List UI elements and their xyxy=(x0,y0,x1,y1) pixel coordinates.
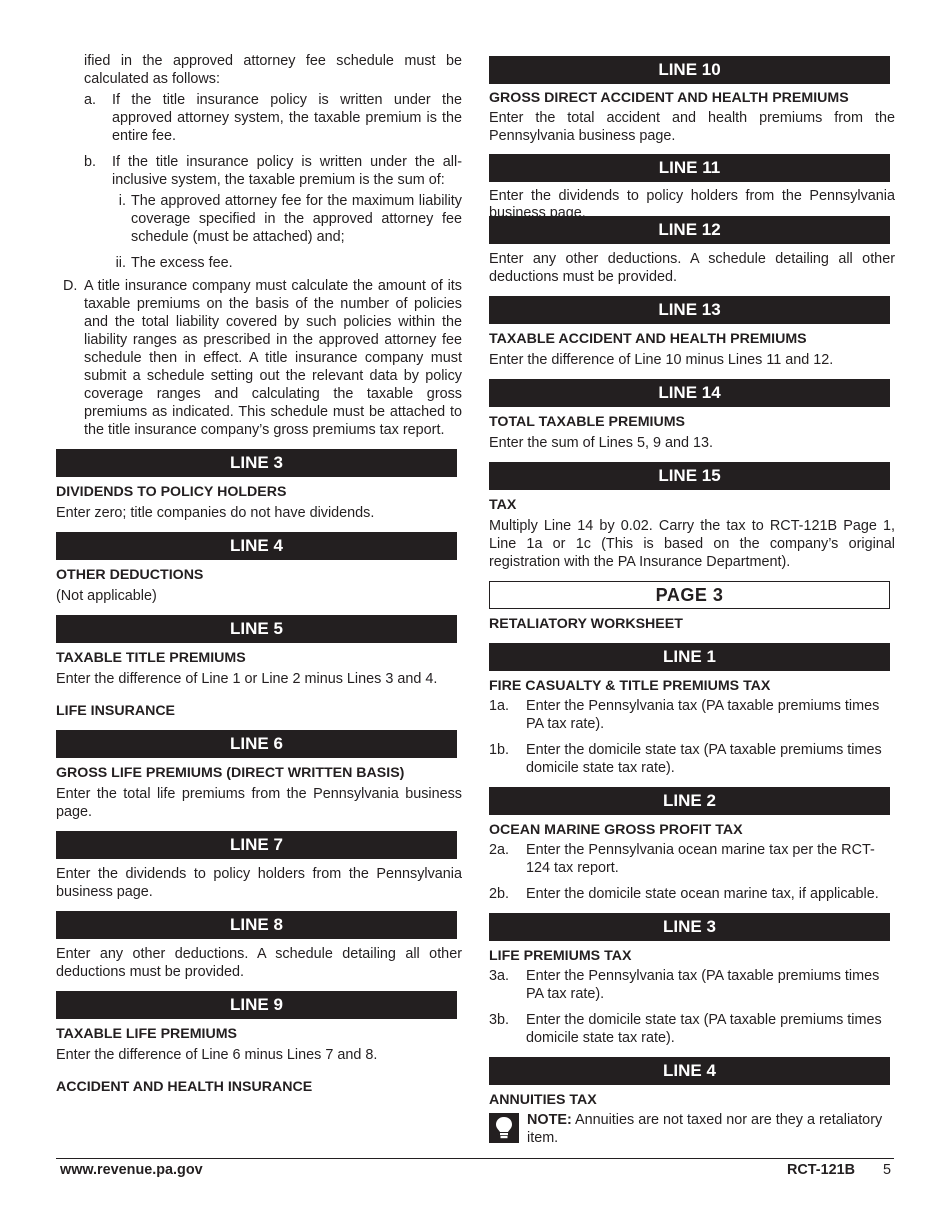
footer-form-number: RCT-121B xyxy=(787,1162,855,1178)
line-12-bar: LINE 12 xyxy=(489,216,890,244)
item-label: b. xyxy=(84,154,97,170)
lightbulb-icon xyxy=(489,1113,519,1143)
line-4-body: (Not applicable) xyxy=(56,588,157,604)
line-7-body: Enter the dividends to policy holders from the Pennsylvania business page. xyxy=(56,866,462,900)
line-8-bar: LINE 8 xyxy=(56,911,457,939)
line-5-bar: LINE 5 xyxy=(56,615,457,643)
line-13-body: Enter the difference of Line 10 minus Lines 11 and 12. xyxy=(489,352,834,368)
intro-text: ified in the approved attorney fee schedule must be calculated as follows: xyxy=(84,53,462,87)
item-label: 3b. xyxy=(489,1012,510,1028)
list-item xyxy=(489,885,895,903)
list-item xyxy=(84,91,462,145)
item-label: ii. xyxy=(115,255,126,271)
item-text: Enter the domicile state tax (PA taxable premiums times domicile state tax rate). xyxy=(526,742,882,776)
page3-line-2-subheading: OCEAN MARINE GROSS PROFIT TAX xyxy=(489,822,743,838)
item-text: Enter the Pennsylvania tax (PA taxable premiums times PA tax rate). xyxy=(526,968,880,1002)
line-13-bar: LINE 13 xyxy=(489,296,890,324)
list-item xyxy=(489,741,895,777)
line-10-bar: LINE 10 xyxy=(489,56,890,84)
item-label: i. xyxy=(118,193,126,209)
item-label: D. xyxy=(63,278,78,294)
line-11-body: Enter the dividends to policy holders from the Pennsylvania business page. xyxy=(489,188,895,219)
line-14-body: Enter the sum of Lines 5, 9 and 13. xyxy=(489,435,713,451)
item-text: If the title insurance policy is written under the approved attorney system, the taxable premium is the entire fee. xyxy=(112,92,462,144)
list-item xyxy=(489,967,895,1003)
line-3-subheading: DIVIDENDS TO POLICY HOLDERS xyxy=(56,484,287,500)
item-text: Enter the Pennsylvania tax (PA taxable premiums times PA tax rate). xyxy=(526,698,880,732)
list-item xyxy=(84,153,462,189)
line-14-subheading: TOTAL TAXABLE PREMIUMS xyxy=(489,414,685,430)
line-15-subheading: TAX xyxy=(489,497,517,513)
footer-rule xyxy=(56,1158,894,1159)
line-12-body: Enter any other deductions. A schedule detailing all other deductions must be provided. xyxy=(489,251,895,285)
list-item xyxy=(489,1011,895,1047)
line-11-bar: LINE 11 xyxy=(489,154,890,182)
list-item xyxy=(489,841,895,877)
line-14-bar: LINE 14 xyxy=(489,379,890,407)
line-10-body: Enter the total accident and health premiums from the Pennsylvania business page. xyxy=(489,110,895,144)
line-6-body: Enter the total life premiums from the Pennsylvania business page. xyxy=(56,786,462,820)
line-7-bar: LINE 7 xyxy=(56,831,457,859)
line-3-body: Enter zero; title companies do not have dividends. xyxy=(56,505,375,521)
line-4-subheading: OTHER DEDUCTIONS xyxy=(56,567,204,583)
line-6-subheading: GROSS LIFE PREMIUMS (DIRECT WRITTEN BASIS) xyxy=(56,765,405,781)
line-3-bar: LINE 3 xyxy=(56,449,457,477)
left-column xyxy=(56,52,462,1096)
page3-line-1-bar: LINE 1 xyxy=(489,643,890,671)
item-text: The excess fee. xyxy=(131,255,233,271)
line-4-bar: LINE 4 xyxy=(56,532,457,560)
page-3-heading: PAGE 3 xyxy=(489,581,890,609)
footer-url[interactable]: www.revenue.pa.gov xyxy=(60,1162,203,1178)
item-label: 2a. xyxy=(489,842,510,858)
list-item xyxy=(84,192,462,246)
line-6-bar: LINE 6 xyxy=(56,730,457,758)
note-block xyxy=(489,1111,895,1147)
line-5-subheading: TAXABLE TITLE PREMIUMS xyxy=(56,650,246,666)
line-10-subheading: GROSS DIRECT ACCIDENT AND HEALTH PREMIUMS xyxy=(489,90,849,106)
line-5-body: Enter the difference of Line 1 or Line 2 minus Lines 3 and 4. xyxy=(56,671,438,687)
page3-line-4-bar: LINE 4 xyxy=(489,1057,890,1085)
line-13-subheading: TAXABLE ACCIDENT AND HEALTH PREMIUMS xyxy=(489,331,807,347)
line-9-subheading: TAXABLE LIFE PREMIUMS xyxy=(56,1026,238,1042)
page3-line-2-bar: LINE 2 xyxy=(489,787,890,815)
item-text: The approved attorney fee for the maximum liability coverage specified in the approved attorney fee schedule (must be attached) and; xyxy=(131,193,462,245)
line-9-body: Enter the difference of Line 6 minus Lines 7 and 8. xyxy=(56,1047,378,1063)
life-insurance-heading: LIFE INSURANCE xyxy=(56,703,176,719)
list-item xyxy=(489,697,895,733)
item-text: Enter the domicile state ocean marine tax, if applicable. xyxy=(526,886,879,902)
right-column xyxy=(489,56,895,1147)
note-text xyxy=(527,1111,895,1147)
item-label: a. xyxy=(84,92,97,108)
line-15-bar: LINE 15 xyxy=(489,462,890,490)
item-label: 3a. xyxy=(489,968,510,984)
list-item xyxy=(84,254,462,272)
page3-line-1-subheading: FIRE CASUALTY & TITLE PREMIUMS TAX xyxy=(489,678,771,694)
item-label: 1a. xyxy=(489,698,510,714)
line-9-bar: LINE 9 xyxy=(56,991,457,1019)
item-label: 1b. xyxy=(489,742,510,758)
item-text: Enter the Pennsylvania ocean marine tax per the RCT-124 tax report. xyxy=(526,842,875,876)
line-8-body: Enter any other deductions. A schedule detailing all other deductions must be provided. xyxy=(56,946,462,980)
note-label: NOTE: xyxy=(527,1112,572,1128)
page3-line-3-subheading: LIFE PREMIUMS TAX xyxy=(489,948,632,964)
item-text: A title insurance company must calculate the amount of its taxable premiums on the basis of the number of policies and the total liability covered by such policies within the liability ranges as prescribed in the approved attorney fee schedule then in effect. A title insurance company must submit a schedule setting out the relevant data by policy coverage ranges and calculating the taxable gross premiums as indicated. This schedule must be attached to the title insurance company’s gross premiums tax report. xyxy=(84,278,462,438)
item-text: If the title insurance policy is written under the all-inclusive system, the taxable premium is the sum of: xyxy=(112,154,462,188)
line-15-body: Multiply Line 14 by 0.02. Carry the tax to RCT-121B Page 1, Line 1a or 1c (This is based on the company’s original registration with the PA Insurance Department). xyxy=(489,518,895,570)
page-number: 5 xyxy=(883,1162,892,1178)
page3-line-3-bar: LINE 3 xyxy=(489,913,890,941)
item-text: Enter the domicile state tax (PA taxable premiums times domicile state tax rate). xyxy=(526,1012,882,1046)
list-item xyxy=(56,277,462,439)
item-label: 2b. xyxy=(489,886,510,902)
retaliatory-worksheet-heading: RETALIATORY WORKSHEET xyxy=(489,616,683,632)
accident-health-heading: ACCIDENT AND HEALTH INSURANCE xyxy=(56,1079,313,1095)
note-body: Annuities are not taxed nor are they a retaliatory item. xyxy=(527,1112,883,1146)
page3-line-4-subheading: ANNUITIES TAX xyxy=(489,1092,597,1108)
